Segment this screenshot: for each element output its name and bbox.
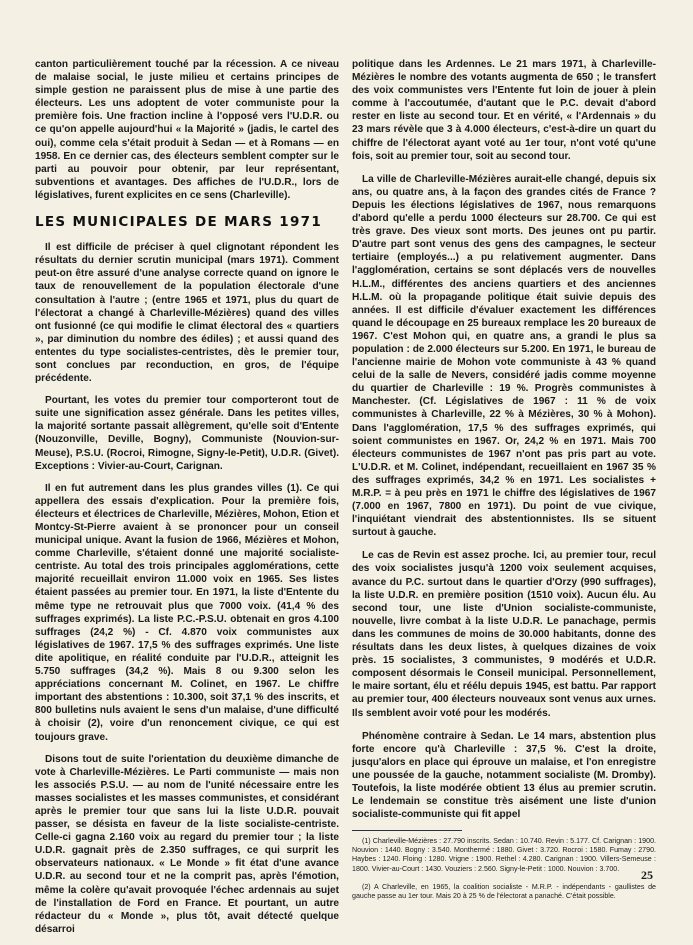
paragraph: Disons tout de suite l'orientation du deuxième dimanche de vote à Charleville-Mézières. Le Parti communiste — mais non les associés P.S.U. — au nom de l'unité nécessaire entre les masses socialistes et les masses communistes, et considérant après le premier tour que sans lui la liste U.D.R. pouvait passer, se désista en faveur de la liste socialiste-centriste. Celle-ci gagna 2.160 voix au regard du premier tour ; la liste U.D.R. gagnait près de 2.350 suffrages, ce qui surprit les observateurs nationaux. « Le Monde » fit état d'une avance U.D.R. au second tour et ne la comprit pas, après l'émotion, même la colère qu'avait provoquée l'échec ardennais au sujet de l'installation de Ford en France. Et pourtant, un autre rédacteur du « Monde », plus tôt, avait détecté quelque désarroi: [35, 753, 339, 935]
paragraph: Le cas de Revin est assez proche. Ici, au premier tour, recul des voix socialistes jusqu'à 1200 voix seulement acquises, avance du P.C. surtout dans le quartier d'Orzy (990 suffrages), la liste U.D.R. en première position (1510 voix). Aucun élu. Au second tour, une liste d'Union socialiste-communiste, nouvelle, livre combat à la liste U.D.R. Le panachage, permis dans les communes de moins de 30.000 habitants, donne des résultats dans les deux listes, à quelques dizaines de voix près. 15 socialistes, 3 communistes, 9 modérés et U.D.R. composent désormais le Conseil municipal. Personnellement, le maire sortant, élu et réélu depuis 1945, est battu. Par rapport au premier tour, 400 électeurs nouveaux sont venus aux urnes. Ils semblent avoir voté pour les modérés.: [352, 550, 656, 719]
footnote: (1) Charleville-Mézières : 27.790 inscrits. Sedan : 10.740. Revin : 5.177. Cf. Carignan : 1900. Nouvion : 1440. Bogny : 3.540. Monthermé : 1880. Givet : 3.720. Rocroi : 1580. Fumay : 2790. Haybes : 1240. Floing : 1280. Vrigne : 1900. Rethel : 4.280. Carignan : 1900. Villers-Semeuse : 1800. Vivier-au-Court : 1430. Vouziers : 2.560. Signy-le-Petit : 1000. Nouvion : 3.700.: [352, 837, 656, 873]
paragraph: Phénomène contraire à Sedan. Le 14 mars, abstention plus forte encore qu'à Charleville : 37,5 %. C'est la droite, jusqu'alors en place qui éprouve un malaise, et l'on enregistre une poussée de la gauche, notamment socialiste (M. Dromby). Toutefois, la liste modérée obtient 13 élus au premier scrutin. Le lendemain se constitue très aisément une liste d'union socialiste-communiste qui fit appel: [352, 730, 656, 821]
paragraph: La ville de Charleville-Mézières aurait-elle changé, depuis six ans, ou quatre ans, à la façon des grandes cités de France ? Depuis les élections législatives de 1967, nous remarquons d'abord qu'elle a perdu 1000 électeurs sur 28.700. Ce qui est très grave. Des vieux sont morts. Des jeunes ont pu partir. D'autre part sont venus des gens des campagnes, le secteur tertiaire (employés...) a pu relativement augmenter. Dans l'agglomération, certains se sont déplacés vers de nouvelles H.L.M., différentes des anciens quartiers et des anciennes H.L.M. où la propagande politique était suivie depuis des années. Il est difficile d'évaluer exactement les différences quand le découpage en 25 bureaux remplace les 20 bureaux de 1967. C'est Mohon qui, en quatre ans, a grandi le plus sa population : de 2.000 électeurs sur 5.200. En 1971, le bureau de l'ancienne mairie de Mohon vote communiste à 43 % quand celui de la salle de Nevers, considéré jadis comme moyenne du quartier de Charleville : 19 %. Progrès communistes à Manchester. (Cf. Législatives de 1967 : 11 % de voix communistes à Charleville, 22 % à Mézières, 30 % à Mohon). Dans l'agglomération, 17,5 % des suffrages exprimés, qui soient communistes en 1967. Or, 24,2 % en 1971. Mais 700 électeurs communistes de 1967 n'ont pas pris part au vote. L'U.D.R. et M. Colinet, indépendant, recueillaient en 1967 35 % des suffrages exprimés, 34,2 % en 1971. Les socialistes + M.R.P. = à peu près en 1971 le chiffre des législatives de 1967 (7.000 en 1967, 7800 en 1971). Du point de vue civique, l'inquiétant viendrait des abstentionnistes. Ils se situent surtout à gauche.: [352, 173, 656, 539]
right-column: [352, 58, 656, 910]
left-column: [35, 58, 339, 945]
section-title: LES MUNICIPALES DE MARS 1971: [35, 214, 323, 231]
paragraph: Pourtant, les votes du premier tour comporteront tout de suite une signification assez générale. Dans les petites villes, la majorité sortante passait allègrement, qu'elle soit d'Entente (Nouzonville, Deville, Bogny), Communiste (Nouvion-sur-Meuse), P.S.U. (Rocroi, Rimogne, Signy-le-Petit), U.D.R. (Givet). Exceptions : Vivier-au-Court, Carignan.: [35, 395, 339, 472]
paragraph: politique dans les Ardennes. Le 21 mars 1971, à Charleville-Mézières le nombre des votants augmenta de 650 ; le transfert des voix communistes vers l'Entente fut loin de jouer à plein comme à l'accoutumée, d'autant que le P.C. devait d'abord rester en liste au second tour. Et en vérité, « l'Ardennais » du 23 mars révèle que 3 à 4.000 électeurs, c'est-à-dire un quart du chiffre de l'électorat ayant voté au 1er tour, n'ont voté qu'une fois, soit au premier tour, soit au second tour.: [352, 59, 656, 162]
page-number: 25: [641, 868, 653, 882]
footnote: (2) A Charleville, en 1965, la coalition socialiste - M.R.P. - indépendants - gaullistes de gauche passe au 1er tour. Mais 20 à 25 % de l'électorat a panaché. C'était possible.: [352, 882, 656, 900]
paragraph: Il en fut autrement dans les plus grandes villes (1). Ce qui appellera des essais d'explication. Pour la première fois, électeurs et électrices de Charleville, Mézières, Mohon, Etion et Montcy-St-Pierre avaient à se prononcer pour un conseil municipal unique. Avant la fusion de 1966, Mézières et Mohon, comme Charleville, s'étaient donné une majorité socialiste-centriste. Au total des trois principales agglomérations, cette majorité recueillait environ 11.000 voix en 1965. Ses listes étaient passées au premier tour. En 1971, la liste d'Entente du même type ne retrouvait plus que 7000 voix. (41,4 % des suffrages exprimés). La liste P.C.-P.S.U. obtenait en gros 4.100 suffrages (24,2 %) - Cf. 4.870 voix communistes aux législatives de 1967. 17,5 % des suffrages exprimés. Une liste dite apolitique, en réalité conduite par l'U.D.R., atteignit les 5.750 suffrages (34,2 %). Mais 8 ou 9.300 selon les appréciations concernant M. Colinet, en 1967. Le chiffre important des abstentions : 10.300, soit 37,1 % des inscrits, et 800 bulletins nuls avaient le sens d'un malaise, d'une difficulté à choisir (2), voire d'un renoncement civique, ce qui est toujours grave.: [35, 482, 339, 743]
intro-paragraph: canton particulièrement touché par la récession. A ce niveau de malaise social, le juste milieu et certains principes de simple gestion ne paraissent plus de mise à une partie des électeurs. Les uns adoptent de voter communiste pour la première fois. Une fraction incline à l'opposé vers l'U.D.R. ou ce qu'on appelle aujourd'hui « la Majorité » (jadis, le cartel des oui), comme cela s'était produit à Sedan — et à Romans — en 1958. En ce dernier cas, des électeurs semblent compter sur le parti au pouvoir pour obtenir, par leur représentant, subventions et avantages. Des affiches de l'U.D.R., lors de législatives, furent explicites en ce sens (Charleville).: [35, 59, 339, 201]
footnote-divider: [352, 830, 462, 831]
paragraph: Il est difficile de préciser à quel clignotant répondent les résultats du dernier scrutin municipal (mars 1971). Comment peut-on être assuré d'une analyse correcte quand on ignore le taux de renouvellement de la population électorale d'une consultation à l'autre ; (entre 1965 et 1971, plus du quart de l'électorat a changé à Charleville-Mézières) quand des villes ont fusionné (ce qui modifie le climat électoral des « quartiers », par diminution du nombre des édiles) ; et aussi quand des ententes du type socialistes-centristes, dès le premier tour, sont conclues par reconduction, en gros, de l'équipe précédente.: [35, 242, 339, 385]
